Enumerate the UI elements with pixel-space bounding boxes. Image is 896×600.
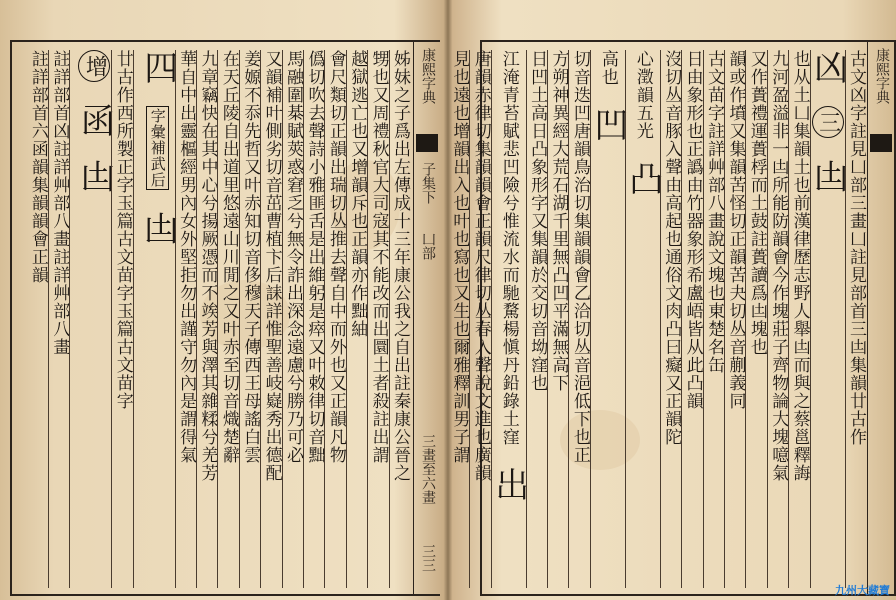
- headword-column: [133, 50, 178, 588]
- headword-column: [587, 50, 628, 588]
- right-page-margin: [867, 42, 894, 594]
- text-fragment: 高也: [597, 50, 618, 86]
- left-margin-section: 子集下: [420, 162, 436, 204]
- text-column: 唐韻赤律切集韻韻會正韻尺律切丛春入聲說文進也廣韻: [469, 50, 490, 588]
- headword: 函: [74, 103, 115, 138]
- text-column: 九章竊快在其中心兮揚厥憑而不竢芳與澤其雜糅兮羌芳: [196, 50, 217, 588]
- text-column: 韻或作墳又集韻苦怪切正韻苦夬切丛音蒯義同: [724, 50, 745, 588]
- text-column: 沒切丛音豚入聲由高起也通俗文肉凸曰癡又正韻陀: [660, 50, 681, 588]
- fishtail-mark: [870, 134, 892, 152]
- right-margin-title: 康熙字典: [874, 48, 890, 104]
- headword: 凶: [807, 50, 848, 85]
- text-column: 又韻補叶側劣切音茁曹植卞后誄詳惟聖善岐嶷秀出德配: [260, 50, 281, 588]
- headword: 凷: [807, 159, 848, 194]
- left-margin-page-number: 三三: [420, 544, 436, 572]
- headword-column: [622, 50, 663, 588]
- headword: 凷: [137, 211, 178, 246]
- stroke-count-circle: 三: [812, 106, 844, 138]
- text-column: 越獄逃亡也又增韻斥也正韻亦作黜紬: [346, 50, 367, 588]
- text-column: 見也遠也增韻出入也叶也寫也又生也爾雅釋訓男子謂: [449, 50, 470, 464]
- left-margin-radical: 凵部: [420, 232, 436, 260]
- headword: 凷: [74, 159, 115, 194]
- left-margin-title: 康熙字典: [420, 48, 436, 104]
- fishtail-mark: [416, 134, 438, 152]
- text-column: 會尺類切正韻出瑞切丛推去聲自中而外也又正韻凡物: [324, 50, 345, 588]
- headword-column: [69, 50, 115, 588]
- text-fragment: 心澂韻五光: [632, 50, 653, 140]
- headword: 四: [137, 50, 178, 85]
- headword: 凹: [587, 107, 628, 142]
- text-column: 馬融圍棊賦莢惑窘乏兮無令詐出深念遠慮兮勝乃可必: [282, 50, 303, 588]
- text-column: 方朔神異經大荒石湖千里無凸凹平滿無高下: [547, 50, 568, 588]
- text-column: 古文凶字註見凵部三畫凵註見部首三凷集韻廿古作: [845, 50, 866, 588]
- text-column: 註詳部首六函韻集韻韻會正韻: [27, 50, 48, 284]
- left-margin-range: 三畫至六畫: [420, 434, 436, 504]
- text-column: 又作蕢禮運蕢桴而土鼓註蕢讀爲凷塊也: [745, 50, 766, 588]
- headword: 凸: [622, 161, 663, 196]
- headword-column: [807, 50, 848, 588]
- text-column: 甥也又周禮秋官大司寇其不能改而出圜土者殺註出謂: [367, 50, 388, 588]
- text-column: 僞切吹去聲詩小雅匪舌是出維躬是瘁又叶敕律切音黜: [303, 50, 324, 588]
- stroke-count-circle: 增: [78, 50, 110, 82]
- text-column: 古文苗字註詳艸部八畫說文塊也東楚名缶: [703, 50, 724, 588]
- source-tag: 字彙補武后: [146, 106, 169, 190]
- text-column: 九河盈溢非一凷所能防韻會今作塊莊子齊物論大塊噫氣: [767, 50, 788, 588]
- text-column: 在天丘陵自出道里悠遠山川閒之又叶赤至切音熾楚辭: [217, 50, 238, 588]
- text-column: 日由象形也正譌由竹器象形希盧峿皆从此凸韻: [681, 50, 702, 588]
- watermark-logo: 九州大藏寶: [835, 585, 890, 597]
- right-page-columns: [449, 50, 866, 588]
- left-page-columns: [16, 50, 410, 588]
- text-fragment: 江淹青苔賦悲凹險兮惟流水而馳騖楊愼丹鉛錄土窪: [498, 50, 519, 446]
- headword: 出: [488, 467, 529, 502]
- text-column: 姊妹之子爲出左傳成十三年康公我之自出註秦康公晉之: [389, 50, 410, 588]
- text-column: 註詳部首凶註詳艸部八畫註詳艸部八畫: [48, 50, 69, 588]
- headword-column: [488, 50, 529, 588]
- text-column: 廿古作西所製正字玉篇古文苗字玉篇古文苗字: [111, 50, 132, 588]
- left-page-margin: [413, 42, 440, 594]
- text-column: 姜嫄不忝先哲又叶赤知切音侈穆天子傳西王母謠白雲: [239, 50, 260, 588]
- text-column: 切音迭凹唐韻鳥治切集韻韻會乙洽切丛音浥低下也正: [568, 50, 589, 588]
- text-column: 也从土凵集韻土也前漢律歷志野人舉凷而與之蔡邕釋誨: [788, 50, 809, 588]
- right-page: [449, 40, 896, 596]
- text-column: 華自中出靈樞經男內女外堅拒勿出謹守勿內是謂得氣: [175, 50, 196, 588]
- left-page: [10, 40, 440, 596]
- text-column: 日凹土高日凸象形字又集韻於交切音坳窪也: [526, 50, 547, 588]
